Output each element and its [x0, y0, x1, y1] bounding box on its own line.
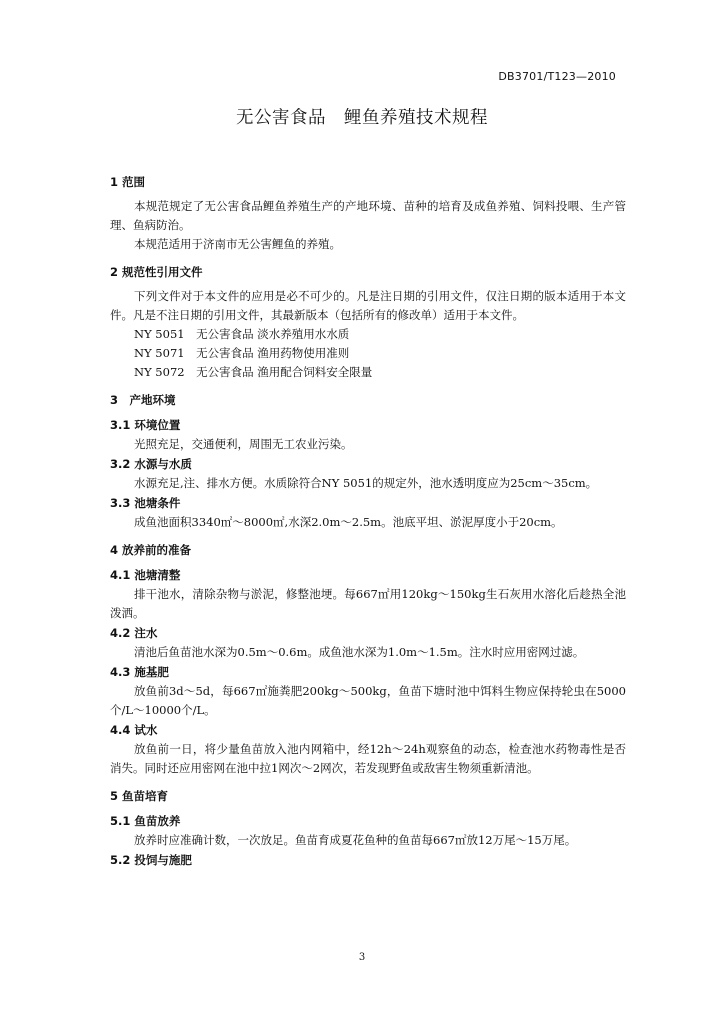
subsection-heading-filling: 4.2 注水 — [110, 626, 158, 640]
reference-item: NY 5072 无公害食品 渔用配合饲料安全限量 — [134, 365, 373, 379]
section-heading-preparation: 4 放养前的准备 — [110, 543, 192, 557]
subsection-heading-feeding: 5.2 投饲与施肥 — [110, 853, 192, 867]
reference-item: NY 5051 无公害食品 淡水养殖用水水质 — [134, 327, 350, 341]
stocking-paragraph: 放养时应准确计数，一次放足。鱼苗育成夏花鱼种的鱼苗每667㎡放12万尾～15万尾。 — [134, 833, 577, 847]
subsection-heading-fertilizer: 4.3 施基肥 — [110, 665, 169, 679]
location-paragraph: 光照充足，交通便利，周围无工农业污染。 — [134, 437, 353, 451]
document-title: 无公害食品 鲤鱼养殖技术规程 — [236, 108, 488, 128]
test-water-paragraph: 放鱼前一日，将少量鱼苗放入池内网箱中，经12h～24h观察鱼的动态，检查池水药物毒性是否消失。同时还应用密网在池中拉1网次～2网次，若发现野鱼或敌害生物须重新清池。 — [110, 742, 626, 775]
filling-paragraph: 清池后鱼苗池水深为0.5m～0.6m。成鱼池水深为1.0m～1.5m。注水时应用密网过滤。 — [134, 645, 585, 659]
references-paragraph: 下列文件对于本文件的应用是必不可少的。凡是注日期的引用文件，仅注日期的版本适用于本文件。凡是不注日期的引用文件，其最新版本（包括所有的修改单）适用于本文件。 — [110, 289, 626, 322]
subsection-heading-location: 3.1 环境位置 — [110, 418, 181, 432]
subsection-heading-test-water: 4.4 试水 — [110, 723, 158, 737]
fertilizer-paragraph: 放鱼前3d～5d，每667㎡施粪肥200kg～500kg，鱼苗下塘时池中饵料生物应保持轮虫在5000个/L～10000个/L。 — [110, 684, 626, 717]
subsection-heading-pond: 3.3 池塘条件 — [110, 496, 181, 510]
section-heading-environment: 3 产地环境 — [110, 393, 176, 407]
cleaning-paragraph: 排干池水，清除杂物与淤泥，修整池埂。每667㎡用120kg～150kg生石灰用水溶化后趁热全池泼洒。 — [110, 587, 626, 620]
section-heading-fry-rearing: 5 鱼苗培育 — [110, 789, 169, 803]
subsection-heading-cleaning: 4.1 池塘清整 — [110, 568, 181, 582]
reference-item: NY 5071 无公害食品 渔用药物使用准则 — [134, 346, 350, 360]
subsection-heading-water: 3.2 水源与水质 — [110, 457, 192, 471]
scope-paragraph-1: 本规范规定了无公害食品鲤鱼养殖生产的产地环境、苗种的培育及成鱼养殖、饲料投喂、生产管理、鱼病防治。 — [110, 199, 626, 232]
water-paragraph: 水源充足,注、排水方便。水质除符合NY 5051的规定外，池水透明度应为25cm～35cm。 — [134, 476, 598, 490]
document-body — [110, 172, 626, 870]
section-heading-references: 2 规范性引用文件 — [110, 265, 203, 279]
subsection-heading-stocking: 5.1 鱼苗放养 — [110, 814, 181, 828]
scope-paragraph-2: 本规范适用于济南市无公害鲤鱼的养殖。 — [134, 237, 341, 251]
page-number: 3 — [358, 952, 366, 963]
pond-paragraph: 成鱼池面积3340㎡～8000㎡,水深2.0m～2.5m。池底平坦、淤泥厚度小于20cm。 — [134, 515, 563, 529]
document-code: DB3701/T123—2010 — [498, 70, 616, 83]
section-heading-scope: 1 范围 — [110, 175, 146, 189]
